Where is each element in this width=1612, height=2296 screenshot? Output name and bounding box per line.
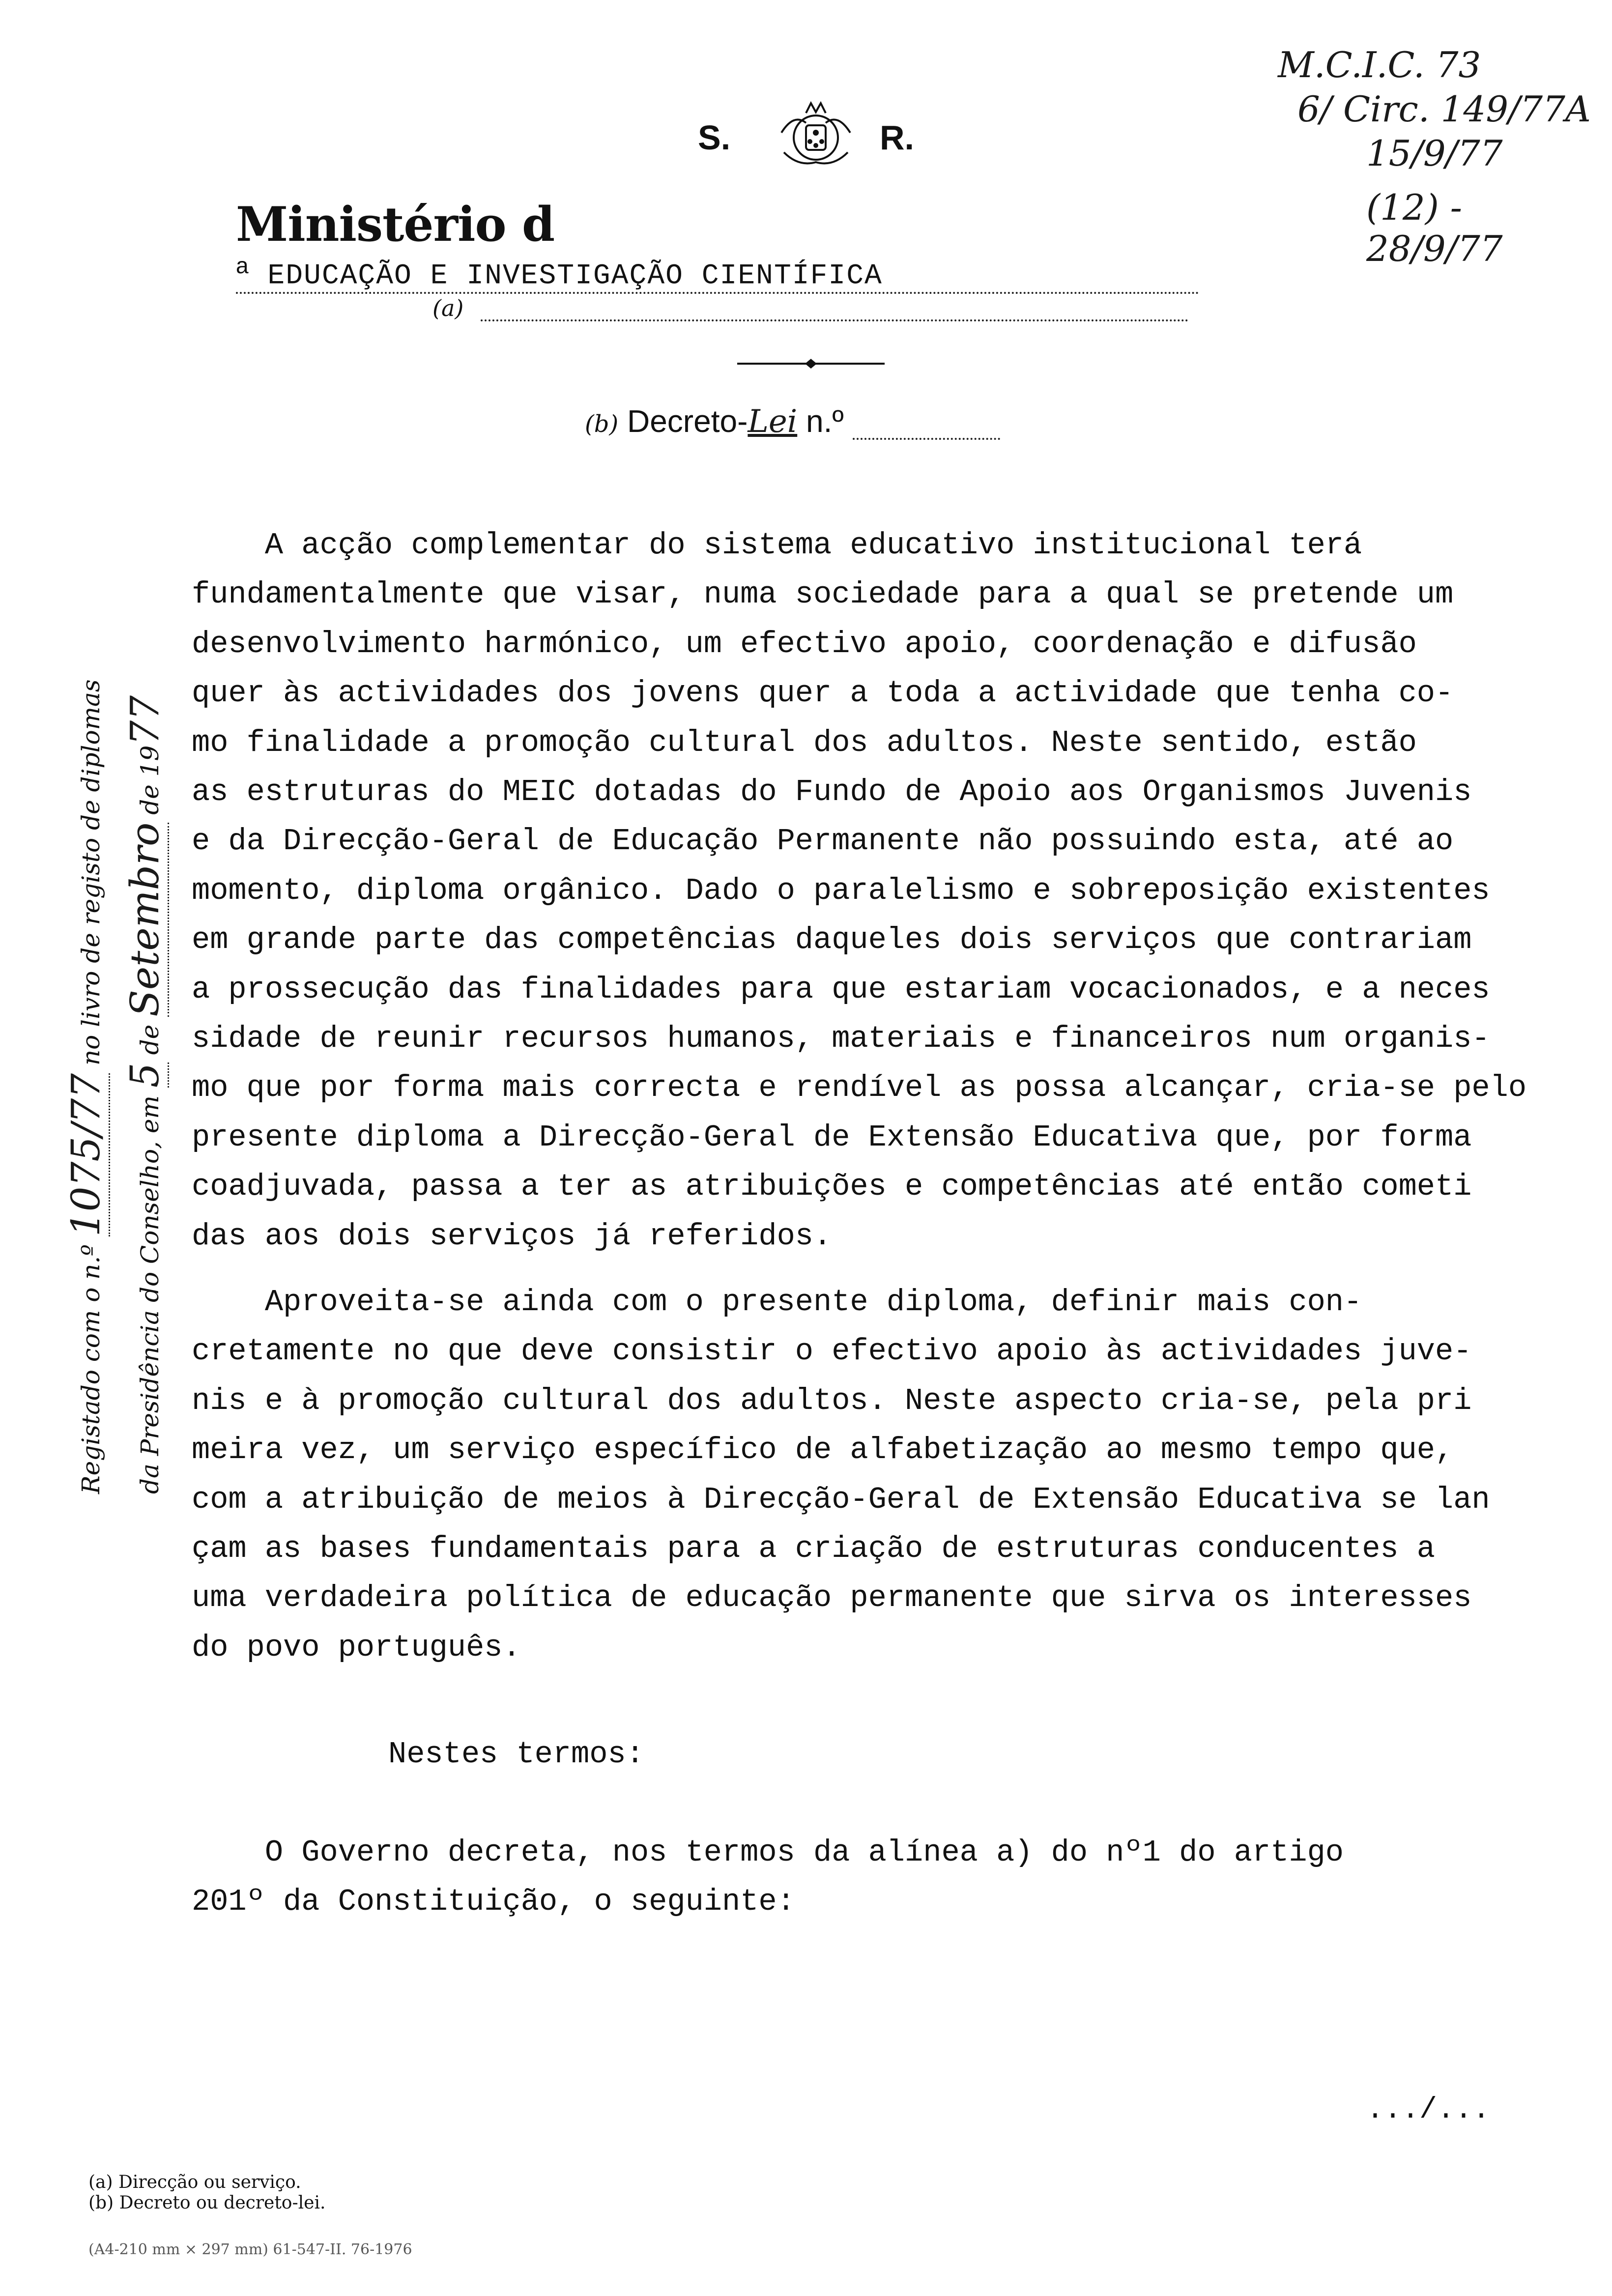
- decree-number-label: n.º: [797, 403, 844, 439]
- registration-text: Registado com o n.º: [77, 1244, 105, 1494]
- decree-title: [585, 403, 1000, 440]
- text-line: mo que por forma mais correcta e rendível as possa alcançar, cria-se pelo: [192, 1070, 1527, 1106]
- ministry-prefix: Ministério d: [236, 197, 555, 252]
- registration-year: 77: [122, 695, 168, 746]
- decree-label: Decreto-: [627, 403, 748, 439]
- text-line: das aos dois serviços já referidos.: [192, 1218, 832, 1254]
- text-line: Nestes termos:: [388, 1737, 644, 1772]
- text-line: meira vez, um serviço específico de alfabetização ao mesmo tempo que,: [192, 1433, 1454, 1468]
- field-a-blank: [481, 319, 1188, 321]
- text-line: cretamente no que deve consistir o efectivo apoio às actividades juve-: [192, 1334, 1472, 1369]
- text-line: do povo português.: [192, 1630, 521, 1665]
- registration-day: 5: [122, 1062, 169, 1088]
- decree-number-blank: [853, 438, 1000, 440]
- decree-intro: [192, 1828, 1543, 1927]
- text-line: com a atribuição de meios à Direcção-Geral de Extensão Educativa se lan: [192, 1482, 1490, 1517]
- service-field: [432, 295, 1188, 321]
- ministry-title: [236, 197, 1337, 292]
- text-line: fundamentalmente que visar, numa sociedade para a qual se pretende um: [192, 577, 1454, 612]
- registration-line-2: [118, 609, 177, 1494]
- continuation-mark: .../...: [1366, 2094, 1491, 2127]
- registration-council: da Presidência do Conselho, em: [136, 1095, 164, 1494]
- field-b-label: (b): [585, 410, 619, 438]
- registration-de: de: [136, 1024, 164, 1055]
- divider-ornament: [737, 359, 885, 369]
- text-line: çam as bases fundamentais para a criação de estruturas conducentes a: [192, 1531, 1436, 1567]
- registration-line-1: [59, 609, 118, 1494]
- registration-book: no livro de registo de diplomas: [77, 679, 105, 1066]
- footnotes: [88, 2172, 325, 2213]
- text-line: O Governo decreta, nos termos da alínea a) do nº1 do artigo: [192, 1835, 1344, 1870]
- preamble-paragraph-2: [192, 1278, 1543, 1672]
- coat-of-arms-icon: [772, 98, 860, 172]
- text-line: nis e à promoção cultural dos adultos. Neste aspecto cria-se, pela pri: [192, 1383, 1472, 1418]
- republic-header: [698, 98, 934, 177]
- registration-month: Setembro: [122, 823, 169, 1017]
- registration-stamp: [59, 609, 187, 1494]
- text-line: desenvolvimento harmónico, um efectivo apoio, coordenação e difusão: [192, 626, 1417, 661]
- handwritten-circular: 6/ Circ. 149/77A: [1297, 88, 1591, 130]
- handwritten-number-date: (12) - 28/9/77: [1366, 187, 1503, 269]
- nestes-termos: [192, 1730, 1543, 1779]
- text-line: quer às actividades dos jovens quer a toda a actividade que tenha co-: [192, 676, 1454, 711]
- ministry-name-field: [236, 252, 1199, 294]
- text-line: coadjuvada, passa a ter as atribuições e competências até então cometi: [192, 1169, 1472, 1205]
- text-line: Aproveita-se ainda com o presente diploma, definir mais con-: [192, 1285, 1362, 1320]
- preamble-paragraph-1: [192, 521, 1543, 1261]
- footnote-b: (b) Decreto ou decreto-lei.: [88, 2193, 326, 2213]
- registration-year-prefix: de 19: [136, 745, 164, 815]
- footnote-a: (a) Direcção ou serviço.: [88, 2172, 301, 2192]
- registration-number: 1075/77: [63, 1073, 110, 1236]
- text-line: uma verdadeira política de educação permanente que sirva os interesses: [192, 1580, 1472, 1616]
- text-line: e da Direcção-Geral de Educação Permanente não possuindo esta, até ao: [192, 824, 1454, 859]
- text-line: a prossecução das finalidades para que estariam vocacionados, e a neces: [192, 972, 1490, 1007]
- print-reference: (A4-210 mm × 297 mm) 61-547-II. 76-1976: [88, 2241, 412, 2258]
- header-r: R.: [880, 118, 914, 157]
- header-s: S.: [698, 118, 731, 157]
- field-a-label: (a): [432, 295, 464, 321]
- text-line: momento, diploma orgânico. Dado o paralelismo e sobreposição existentes: [192, 873, 1490, 908]
- text-line: em grande parte das competências daqueles dois serviços que contrariam: [192, 922, 1472, 958]
- text-line: as estruturas do MEIC dotadas do Fundo de Apoio aos Organismos Juvenis: [192, 775, 1472, 810]
- text-line: A acção complementar do sistema educativo institucional terá: [192, 528, 1362, 563]
- ministry-article: a: [236, 253, 250, 278]
- text-line: presente diploma a Direcção-Geral de Extensão Educativa que, por forma: [192, 1119, 1472, 1155]
- text-line: mo finalidade a promoção cultural dos adultos. Neste sentido, estão: [192, 725, 1417, 760]
- handwritten-date: 15/9/77: [1366, 133, 1503, 174]
- text-line: sidade de reunir recursos humanos, materiais e financeiros num organis-: [192, 1021, 1490, 1057]
- text-line: 201º da Constituição, o seguinte:: [192, 1884, 795, 1920]
- handwritten-reference: M.C.I.C. 73: [1278, 44, 1481, 86]
- decree-type: Lei: [748, 403, 798, 440]
- ministry-name: EDUCAÇÃO E INVESTIGAÇÃO CIENTÍFICA: [267, 260, 883, 292]
